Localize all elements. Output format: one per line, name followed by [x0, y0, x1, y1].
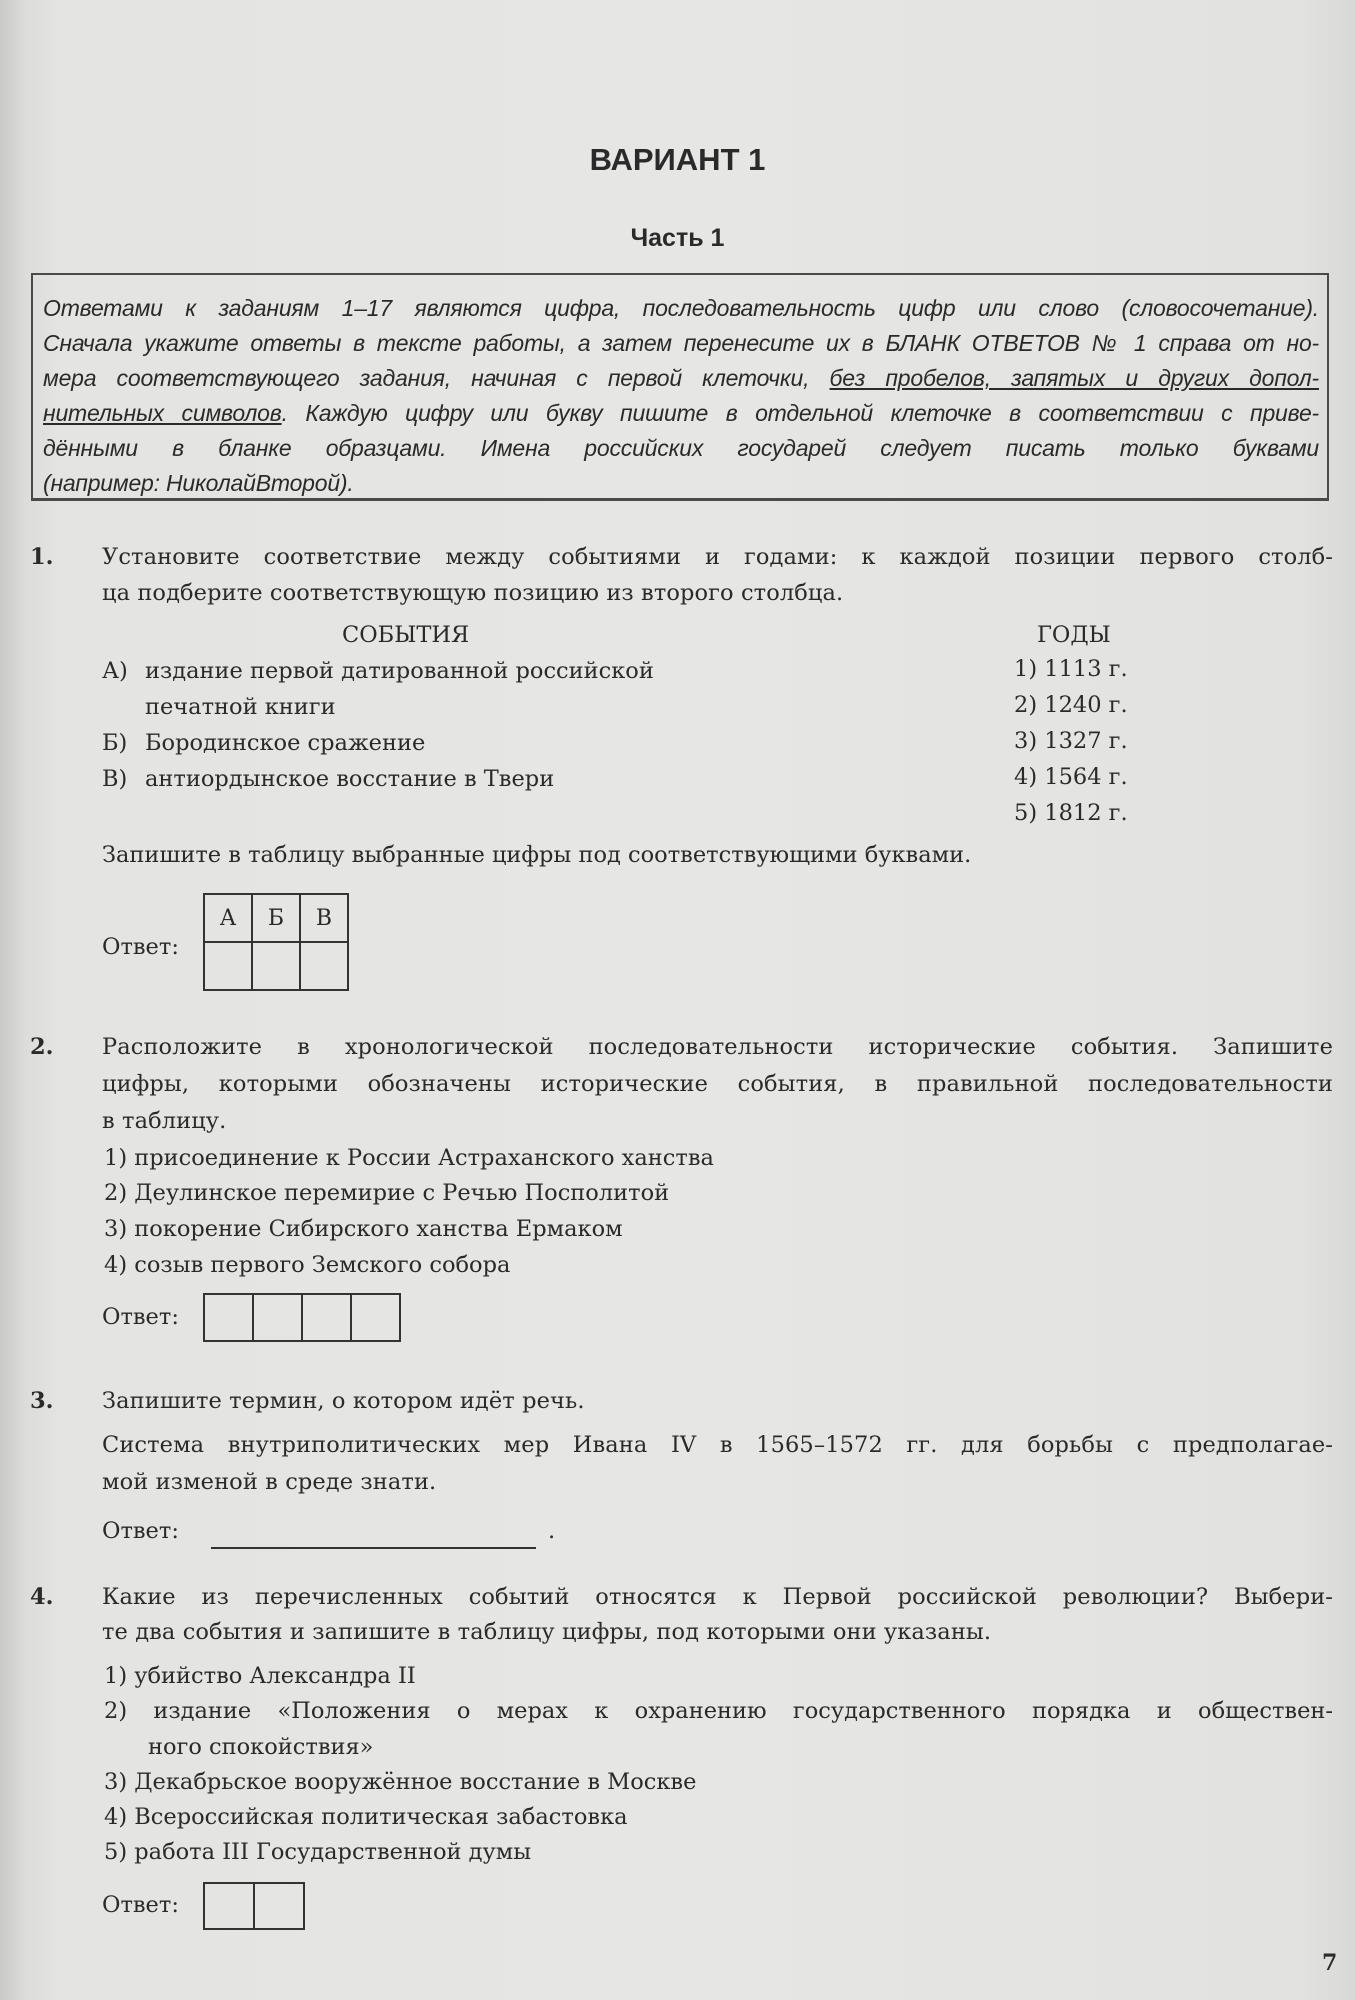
year-number: 3) — [1014, 728, 1038, 754]
option-item: 5) работа III Государственной думы — [104, 1839, 532, 1865]
year-value: 1113 г. — [1044, 656, 1128, 682]
event-text: Бородинское сражение — [145, 730, 426, 756]
question-text: в таблицу. — [102, 1108, 227, 1134]
event-text: антиордынское восстание в Твери — [145, 766, 555, 792]
answer-table — [203, 1293, 401, 1342]
event-letter: А) — [102, 658, 128, 684]
question-text: мой изменой в среде знати. — [102, 1469, 437, 1495]
instruction-line: Сначала укажите ответы в тексте работы, а затем перенесите их в БЛАНК ОТВЕТОВ № 1 справа от но- — [43, 330, 1319, 356]
year-number: 5) — [1014, 800, 1038, 826]
year-number: 4) — [1014, 764, 1038, 790]
year-number: 1) — [1014, 656, 1038, 682]
question-text: Расположите в хронологической последовательности исторические события. Запишите — [102, 1034, 1333, 1060]
year-value: 1240 г. — [1044, 692, 1128, 718]
answer-label: Ответ: — [102, 1892, 179, 1918]
instruction-underlined: без пробелов, запятых и других допол- — [829, 365, 1319, 391]
answer-cell[interactable] — [351, 1294, 400, 1341]
year-value: 1327 г. — [1044, 728, 1128, 754]
option-item: 1) присоединение к России Астраханского ханства — [104, 1145, 714, 1171]
events-header: СОБЫТИЯ — [342, 622, 470, 648]
question-number: 4. — [30, 1584, 54, 1610]
variant-title: ВАРИАНТ 1 — [589, 142, 766, 177]
page-number: 7 — [1322, 1950, 1338, 1976]
answer-label: Ответ: — [102, 934, 179, 960]
instruction-line — [43, 400, 1319, 427]
instruction-text: . Каждую цифру или букву пишите в отдельной клеточке в соответствии с приве- — [281, 400, 1319, 426]
instruction-underlined: нительных символов — [43, 400, 282, 426]
option-item: 2) Деулинское перемирие с Речью Посполитой — [104, 1180, 670, 1206]
option-item: 3) покорение Сибирского ханства Ермаком — [104, 1216, 623, 1242]
question-text: цифры, которыми обозначены исторические события, в правильной последовательности — [102, 1071, 1333, 1097]
answer-cell[interactable] — [254, 1883, 304, 1929]
answer-cell[interactable] — [253, 1294, 302, 1341]
year-option — [1014, 692, 1128, 718]
year-number: 2) — [1014, 692, 1038, 718]
question-text: Запишите термин, о котором идёт речь. — [102, 1388, 585, 1414]
question-number: 1. — [30, 544, 54, 570]
event-text: издание первой датированной российской — [145, 658, 654, 684]
question-text: Какие из перечисленных событий относятся к Первой российской революции? Выбери- — [102, 1584, 1333, 1610]
answer-end: . — [548, 1518, 556, 1544]
table-header-a: А — [204, 894, 252, 942]
answer-cell[interactable] — [252, 942, 300, 990]
answer-label: Ответ: — [102, 1304, 179, 1330]
year-option — [1014, 728, 1128, 754]
question-text: Система внутриполитических мер Ивана IV в 1565–1572 гг. для борьбы с предполагае- — [102, 1432, 1333, 1458]
event-text: печатной книги — [145, 694, 336, 720]
answer-cell[interactable] — [300, 942, 348, 990]
table-header-b: Б — [252, 894, 300, 942]
year-option — [1014, 800, 1128, 826]
event-letter: В) — [102, 766, 128, 792]
option-item: 2) издание «Положения о мерах к охранению государственного порядка и обществен- — [104, 1698, 1333, 1724]
answer-label: Ответ: — [102, 1518, 179, 1544]
instruction-line: Ответами к заданиям 1–17 являются цифра, последовательность цифр или слово (словосочетание). — [43, 295, 1319, 321]
table-instruction: Запишите в таблицу выбранные цифры под соответствующими буквами. — [102, 842, 972, 868]
table-header-v: В — [300, 894, 348, 942]
answer-cell[interactable] — [302, 1294, 351, 1341]
answer-cell[interactable] — [204, 942, 252, 990]
years-header: ГОДЫ — [1037, 622, 1111, 648]
option-item: 3) Декабрьское вооружённое восстание в Москве — [104, 1769, 697, 1795]
option-item: 4) Всероссийская политическая забастовка — [104, 1804, 628, 1830]
answer-cell[interactable] — [204, 1294, 253, 1341]
answer-table — [203, 893, 349, 991]
instructions-box — [31, 273, 1329, 501]
question-text: те два события и запишите в таблицу цифры, под которыми они указаны. — [102, 1619, 992, 1645]
question-text: Установите соответствие между событиями и годами: к каждой позиции первого столб- — [102, 544, 1333, 570]
year-value: 1812 г. — [1044, 800, 1128, 826]
question-text: ца подберите соответствующую позицию из второго столбца. — [102, 580, 844, 606]
answer-table — [203, 1882, 305, 1930]
instruction-line — [43, 365, 1319, 392]
instruction-line: (например: НиколайВторой). — [43, 470, 354, 496]
option-item: 1) убийство Александра II — [104, 1663, 416, 1689]
option-item: 4) созыв первого Земского собора — [104, 1252, 511, 1278]
instruction-line: дёнными в бланке образцами. Имена российских государей следует писать только буквами — [43, 435, 1319, 461]
event-letter: Б) — [102, 730, 128, 756]
year-option — [1014, 656, 1128, 682]
answer-cell[interactable] — [204, 1883, 254, 1929]
question-number: 3. — [30, 1388, 54, 1414]
year-value: 1564 г. — [1044, 764, 1128, 790]
year-option — [1014, 764, 1128, 790]
part-title: Часть 1 — [630, 224, 725, 252]
instruction-text: мера соответствующего задания, начиная с первой клеточки, — [43, 365, 830, 391]
answer-line[interactable] — [211, 1521, 536, 1549]
question-number: 2. — [30, 1034, 54, 1060]
option-item-continued: ного спокойствия» — [148, 1734, 374, 1760]
